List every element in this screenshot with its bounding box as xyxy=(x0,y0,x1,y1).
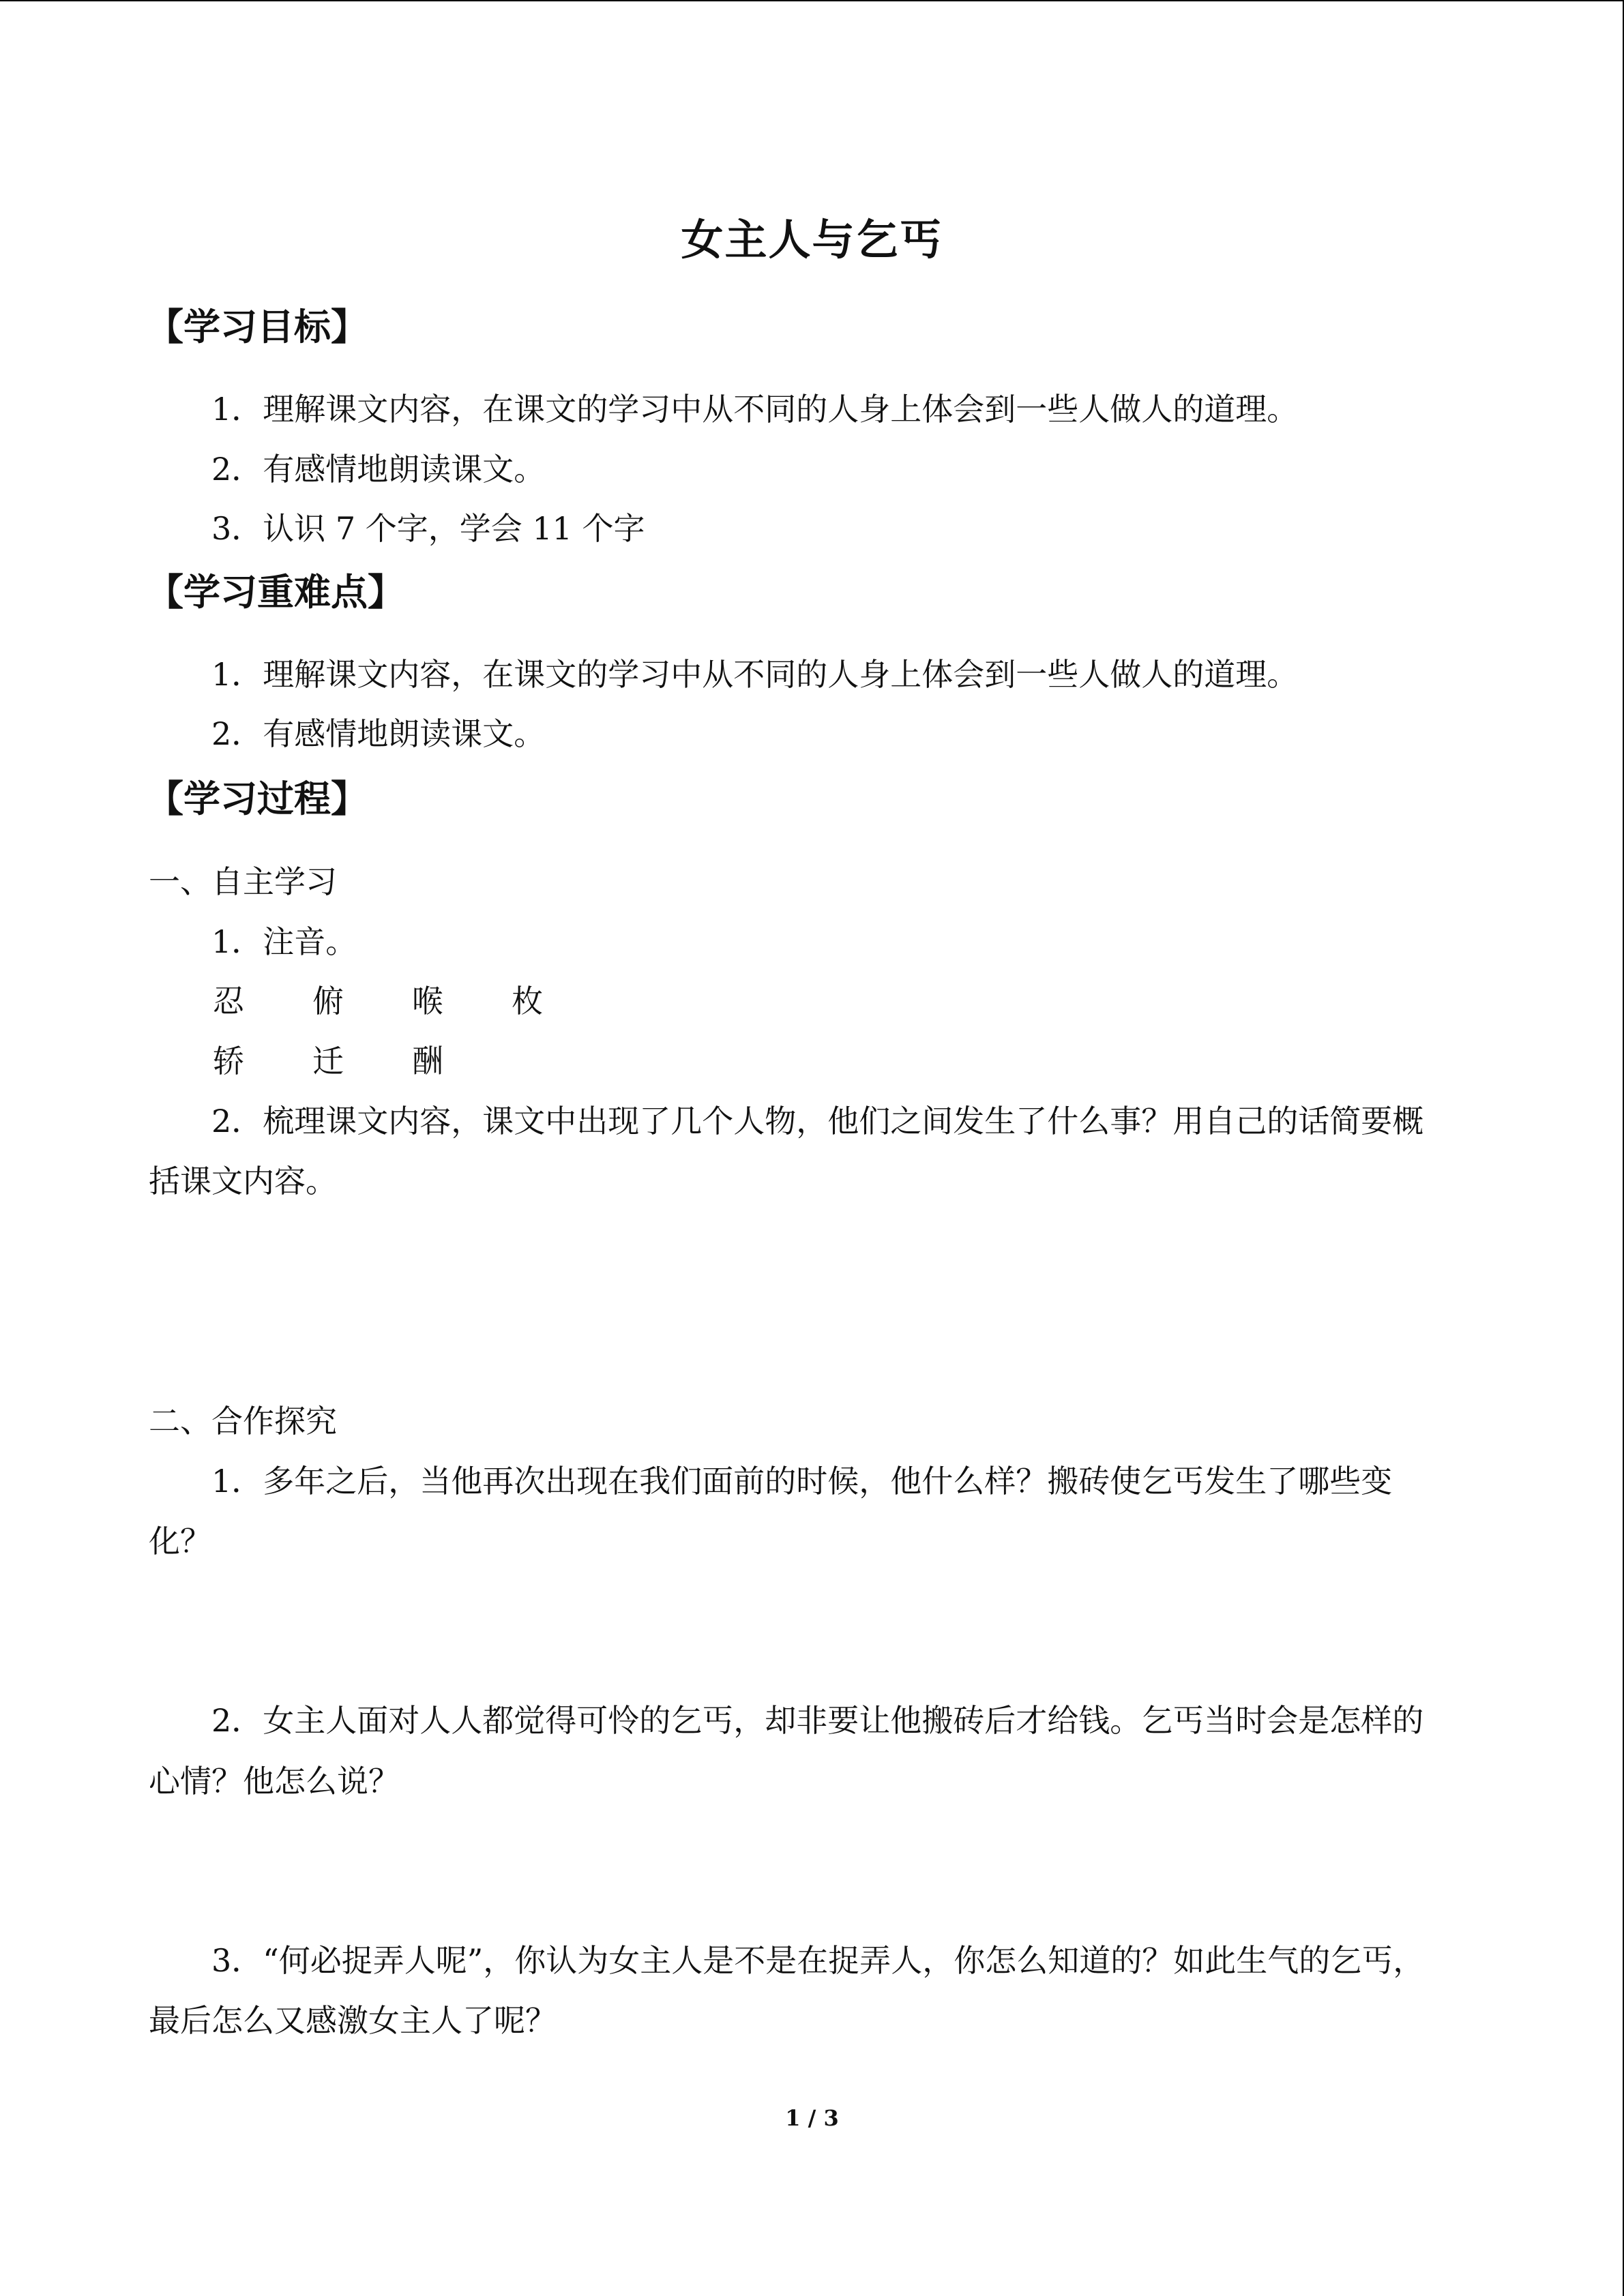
heading-key-points: 【学习重难点】 xyxy=(147,570,404,614)
objective-item-2: 2．有感情地朗读课文。 xyxy=(211,451,546,488)
part2-question-1-line-1: 1．多年之后，当他再次出现在我们面前的时候，他什么样？搬砖使乞丐发生了哪些变 xyxy=(211,1463,1393,1500)
objective-item-1: 1．理解课文内容，在课文的学习中从不同的人身上体会到一些人做人的道理。 xyxy=(211,391,1299,428)
heading-process: 【学习过程】 xyxy=(147,777,368,820)
part2-question-1-line-2: 化？ xyxy=(149,1523,211,1560)
part2-question-3-line-1: 3．“何必捉弄人呢”，你认为女主人是不是在捉弄人，你怎么知道的？如此生气的乞丐， xyxy=(211,1942,1425,1979)
char-item: 忍 xyxy=(213,983,244,1019)
part2-question-2-line-2: 心情？他怎么说？ xyxy=(149,1763,400,1800)
part1-question-1: 1．注音。 xyxy=(211,923,357,960)
part2-question-2-line-1: 2．女主人面对人人都觉得可怜的乞丐，却非要让他搬砖后才给钱。乞丐当时会是怎样的 xyxy=(211,1702,1424,1739)
pinyin-char-row-2 xyxy=(213,1039,512,1083)
part1-question-2-line-1: 2．梳理课文内容，课文中出现了几个人物，他们之间发生了什么事？用自己的话简要概 xyxy=(211,1103,1424,1139)
part1-title: 一、自主学习 xyxy=(149,863,337,900)
char-item: 俯 xyxy=(312,983,344,1019)
char-item: 酬 xyxy=(412,1043,443,1079)
part2-title: 二、合作探究 xyxy=(149,1403,337,1440)
char-item: 迁 xyxy=(312,1043,344,1079)
key-point-item-2: 2．有感情地朗读课文。 xyxy=(211,715,546,752)
document-title: 女主人与乞丐 xyxy=(681,215,943,265)
page-number: 1 / 3 xyxy=(785,2105,839,2131)
part1-question-2-line-2: 括课文内容。 xyxy=(149,1163,337,1199)
char-item: 轿 xyxy=(213,1043,244,1079)
char-item: 喉 xyxy=(412,983,443,1019)
part2-question-3-line-2: 最后怎么又感激女主人了呢？ xyxy=(149,2002,557,2039)
objective-item-3: 3．认识 7 个字，学会 11 个字 xyxy=(211,510,645,547)
char-item: 枚 xyxy=(512,983,543,1019)
key-point-item-1: 1．理解课文内容，在课文的学习中从不同的人身上体会到一些人做人的道理。 xyxy=(211,656,1299,693)
pinyin-char-row-1 xyxy=(213,979,611,1023)
heading-objectives: 【学习目标】 xyxy=(147,305,368,348)
